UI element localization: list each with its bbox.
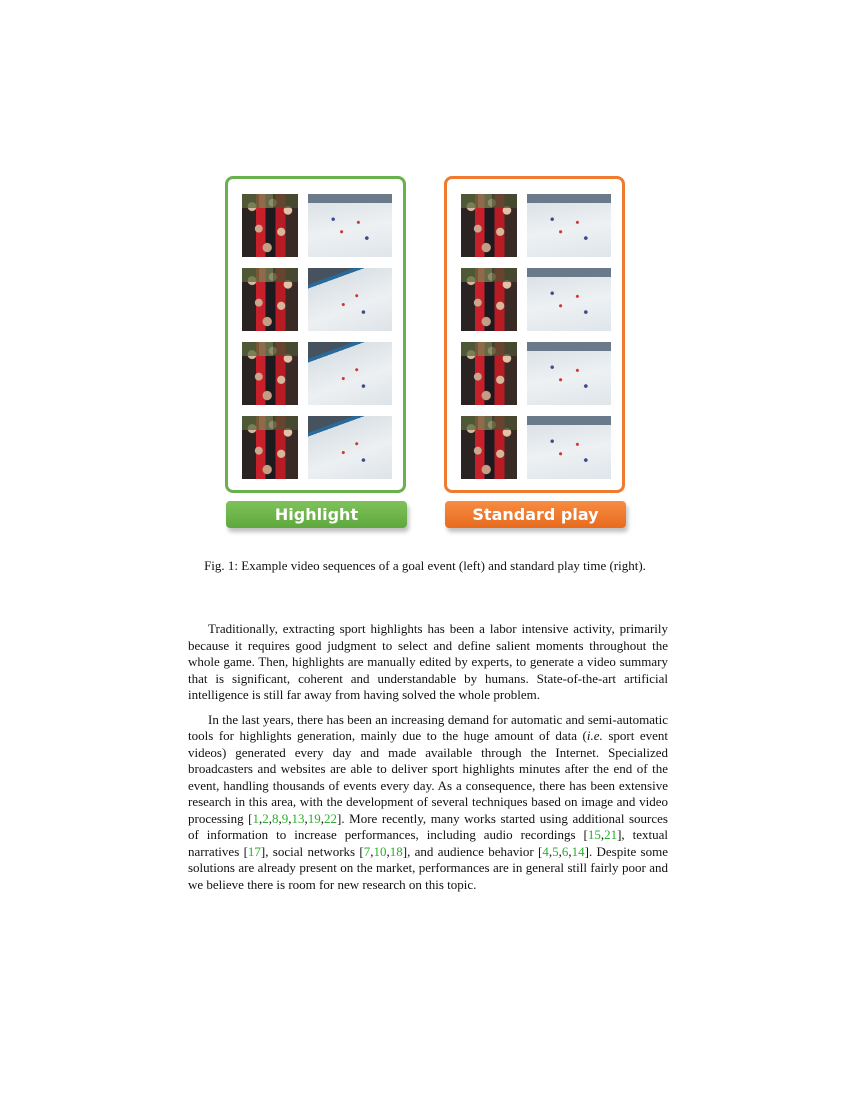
text-run: ], textual narratives [	[188, 827, 668, 859]
text-run: ,	[548, 843, 553, 859]
paragraph	[188, 712, 668, 894]
highlight-label: Highlight	[226, 501, 407, 528]
citation-link[interactable]: 9	[281, 810, 289, 826]
text-run: ,	[386, 843, 390, 859]
crowd-frame	[242, 268, 298, 331]
text-run: Traditionally, extracting sport highlights has been a labor intensive activity, primarily because it requires good judgment to select and define salient moments throughout the whole game. Then, highlights are manually edited by experts, to generate a video summary that is significant, coherent and understandable by humans. State-of-the-art artificial intelligence is still far away from having solved the whole problem.	[188, 621, 668, 702]
rink-frame	[527, 194, 611, 257]
rink-frame	[308, 416, 392, 479]
citation-link[interactable]: 21	[604, 827, 618, 842]
text-run: ], social networks [	[260, 843, 364, 859]
text-run: ,	[600, 827, 605, 842]
rink-frame	[527, 342, 611, 405]
text-run: sport event videos) generated every day and made available through the Internet. Specialized broadcasters and websites are able to deliver sport highlights minutes after the end of the event, handling thousands of events every day. As a consequence, there has been extensive research in this area, with the development of several techniques based on image and video processing [	[188, 728, 668, 826]
text-run: ]. More recently, many works started using additional sources of information to increase performances, including audio recordings [	[188, 810, 668, 842]
text-run: ,	[278, 810, 282, 826]
citation-link[interactable]: 15	[587, 827, 601, 842]
italic-text: i.e.	[586, 728, 603, 743]
citation-link[interactable]: 19	[307, 810, 321, 826]
text-run: ,	[320, 810, 324, 826]
citation-link[interactable]: 2	[262, 810, 269, 826]
citation-link[interactable]: 5	[552, 843, 559, 859]
text-run: ,	[304, 810, 308, 826]
citation-link[interactable]: 4	[542, 843, 549, 859]
citation-link[interactable]: 17	[247, 843, 261, 859]
rink-frame	[527, 268, 611, 331]
crowd-frame	[461, 342, 517, 405]
text-run: In the last years, there has been an increasing demand for automatic and semi-automatic tools for highlights generation, mainly due to the huge amount of data (	[188, 711, 668, 743]
crowd-frame	[242, 342, 298, 405]
figure-caption: Fig. 1: Example video sequences of a goal event (left) and standard play time (right).	[204, 558, 646, 573]
citation-link[interactable]: 22	[324, 810, 337, 826]
crowd-frame	[461, 416, 517, 479]
standard-play-panel	[444, 176, 625, 493]
citation-link[interactable]: 8	[272, 810, 279, 826]
citation-link[interactable]: 7	[363, 843, 371, 859]
text-run: ], and audience behavior [	[402, 843, 543, 859]
text-run: ,	[259, 810, 263, 826]
crowd-frame	[242, 194, 298, 257]
text-run: ,	[288, 810, 292, 826]
citation-link[interactable]: 6	[561, 843, 569, 859]
rink-frame	[308, 268, 392, 331]
standard-play-label: Standard play	[445, 501, 626, 528]
citation-link[interactable]: 18	[389, 843, 403, 859]
rink-frame	[527, 416, 611, 479]
citation-link[interactable]: 1	[252, 810, 259, 826]
rink-frame	[308, 342, 392, 405]
rink-frame	[308, 194, 392, 257]
text-run: ]. Despite some solutions are already present on the market, performances are in general still fairly poor and we believe there is room for new research on this topic.	[188, 843, 668, 892]
citation-link[interactable]: 10	[373, 843, 387, 859]
paragraph	[188, 621, 668, 704]
crowd-frame	[461, 194, 517, 257]
crowd-frame	[242, 416, 298, 479]
citation-link[interactable]: 14	[571, 843, 585, 859]
text-run: ,	[568, 843, 572, 859]
crowd-frame	[461, 268, 517, 331]
body-text	[188, 621, 668, 901]
text-run: ,	[370, 843, 374, 859]
text-run: ,	[268, 810, 272, 826]
citation-link[interactable]: 13	[291, 810, 305, 826]
highlight-panel	[225, 176, 406, 493]
text-run: ,	[558, 843, 562, 859]
